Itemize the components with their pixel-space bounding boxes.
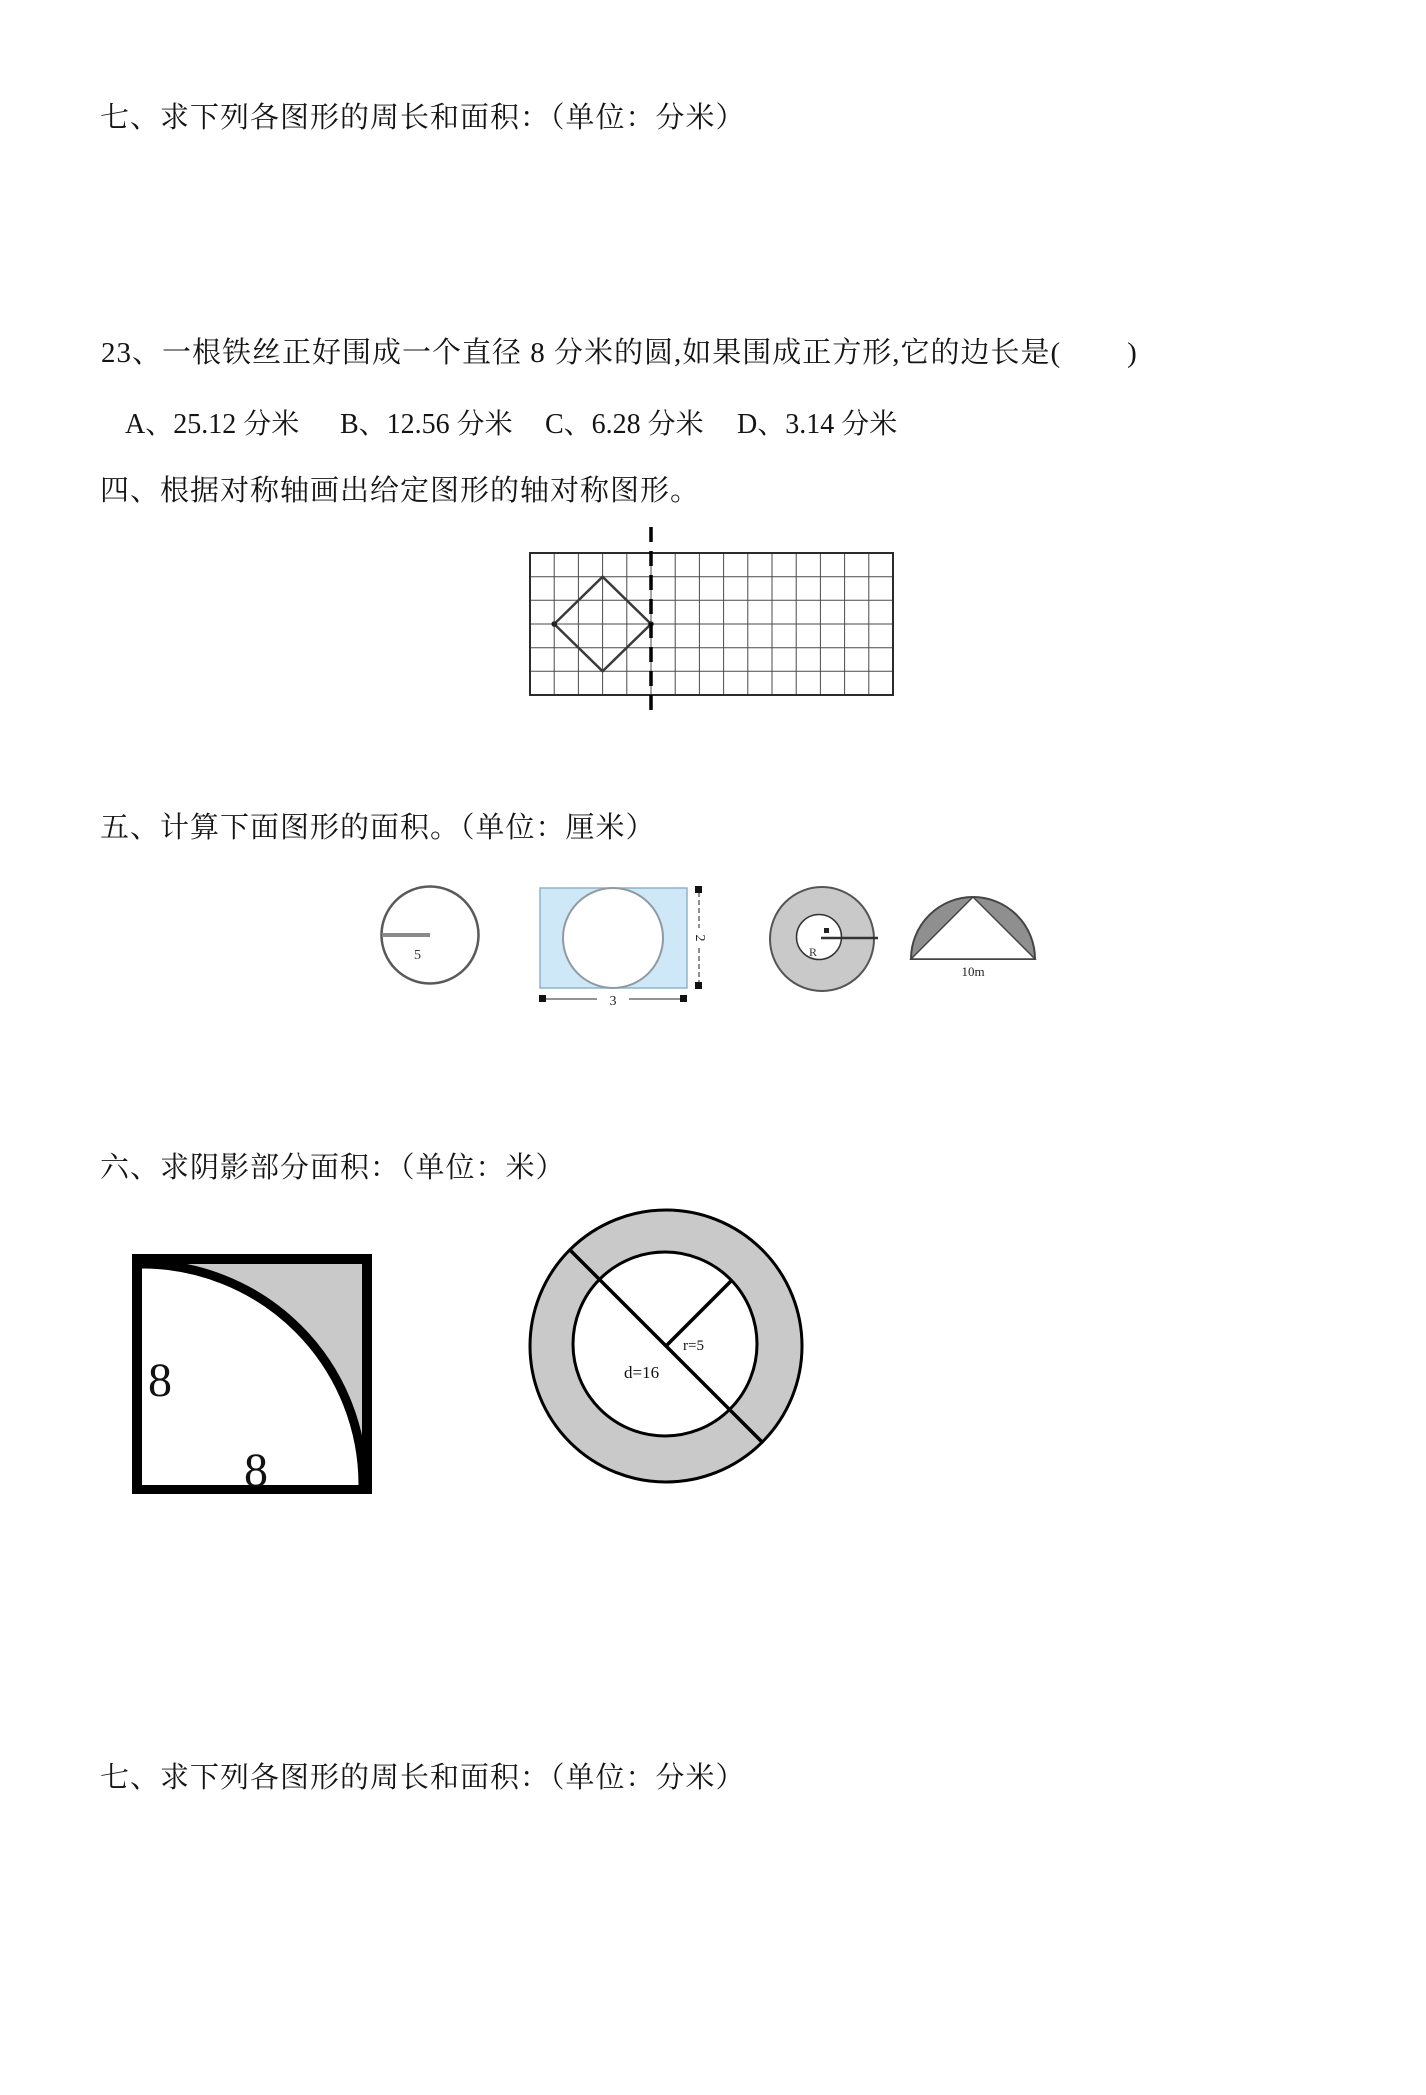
width-value-label: 3: [609, 994, 617, 1009]
question-23-option-c: C、6.28 分米: [545, 409, 704, 440]
inscribed-circle: [563, 888, 663, 988]
symmetry-grid-figure: [515, 522, 915, 717]
question-23-text: 23、一根铁丝正好围成一个直径 8 分米的圆,如果围成正方形,它的边长是( ): [101, 337, 1138, 369]
height-value-label: 2: [691, 934, 707, 942]
figure-semicircle-triangle: [903, 893, 1048, 985]
radius-value-label: 5: [414, 948, 421, 963]
center-label: R: [809, 945, 818, 959]
heading-section-six: 六、求阴影部分面积：（单位：米）: [100, 1152, 566, 1184]
figure-large-annulus: [520, 1202, 816, 1492]
question-23-option-b: B、12.56 分米: [340, 409, 513, 440]
question-23-option-a: A、25.12 分米: [125, 409, 300, 440]
dim-marker-bottom: [695, 982, 702, 989]
dim-marker-top: [695, 886, 702, 893]
center-dot: [824, 928, 829, 933]
left-side-length-label: 8: [148, 1354, 172, 1407]
question-23-option-d: D、3.14 分米: [737, 409, 898, 440]
heading-section-seven-top: 七、求下列各图形的周长和面积：（单位：分米）: [100, 102, 746, 134]
figure-circle-with-radius: [377, 882, 483, 992]
heading-section-five: 五、计算下面图形的面积。（单位：厘米）: [100, 812, 656, 844]
bottom-side-length-label: 8: [244, 1444, 268, 1497]
grid-lines: [530, 553, 893, 695]
heading-section-seven-bottom: 七、求下列各图形的周长和面积：（单位：分米）: [100, 1762, 746, 1794]
radius-value-label: r=5: [683, 1338, 704, 1354]
figure-square-quarter-circle: [128, 1250, 378, 1500]
heading-section-four: 四、根据对称轴画出给定图形的轴对称图形。: [100, 475, 701, 507]
dim-marker-left: [539, 995, 546, 1002]
figure-circle-in-rectangle: [531, 878, 716, 1013]
diameter-value-label: d=16: [624, 1363, 660, 1382]
dim-marker-right: [680, 995, 687, 1002]
diamond-left-vertex-dot: [551, 621, 557, 627]
base-length-label: 10m: [961, 964, 985, 979]
figure-small-annulus: [764, 882, 886, 996]
